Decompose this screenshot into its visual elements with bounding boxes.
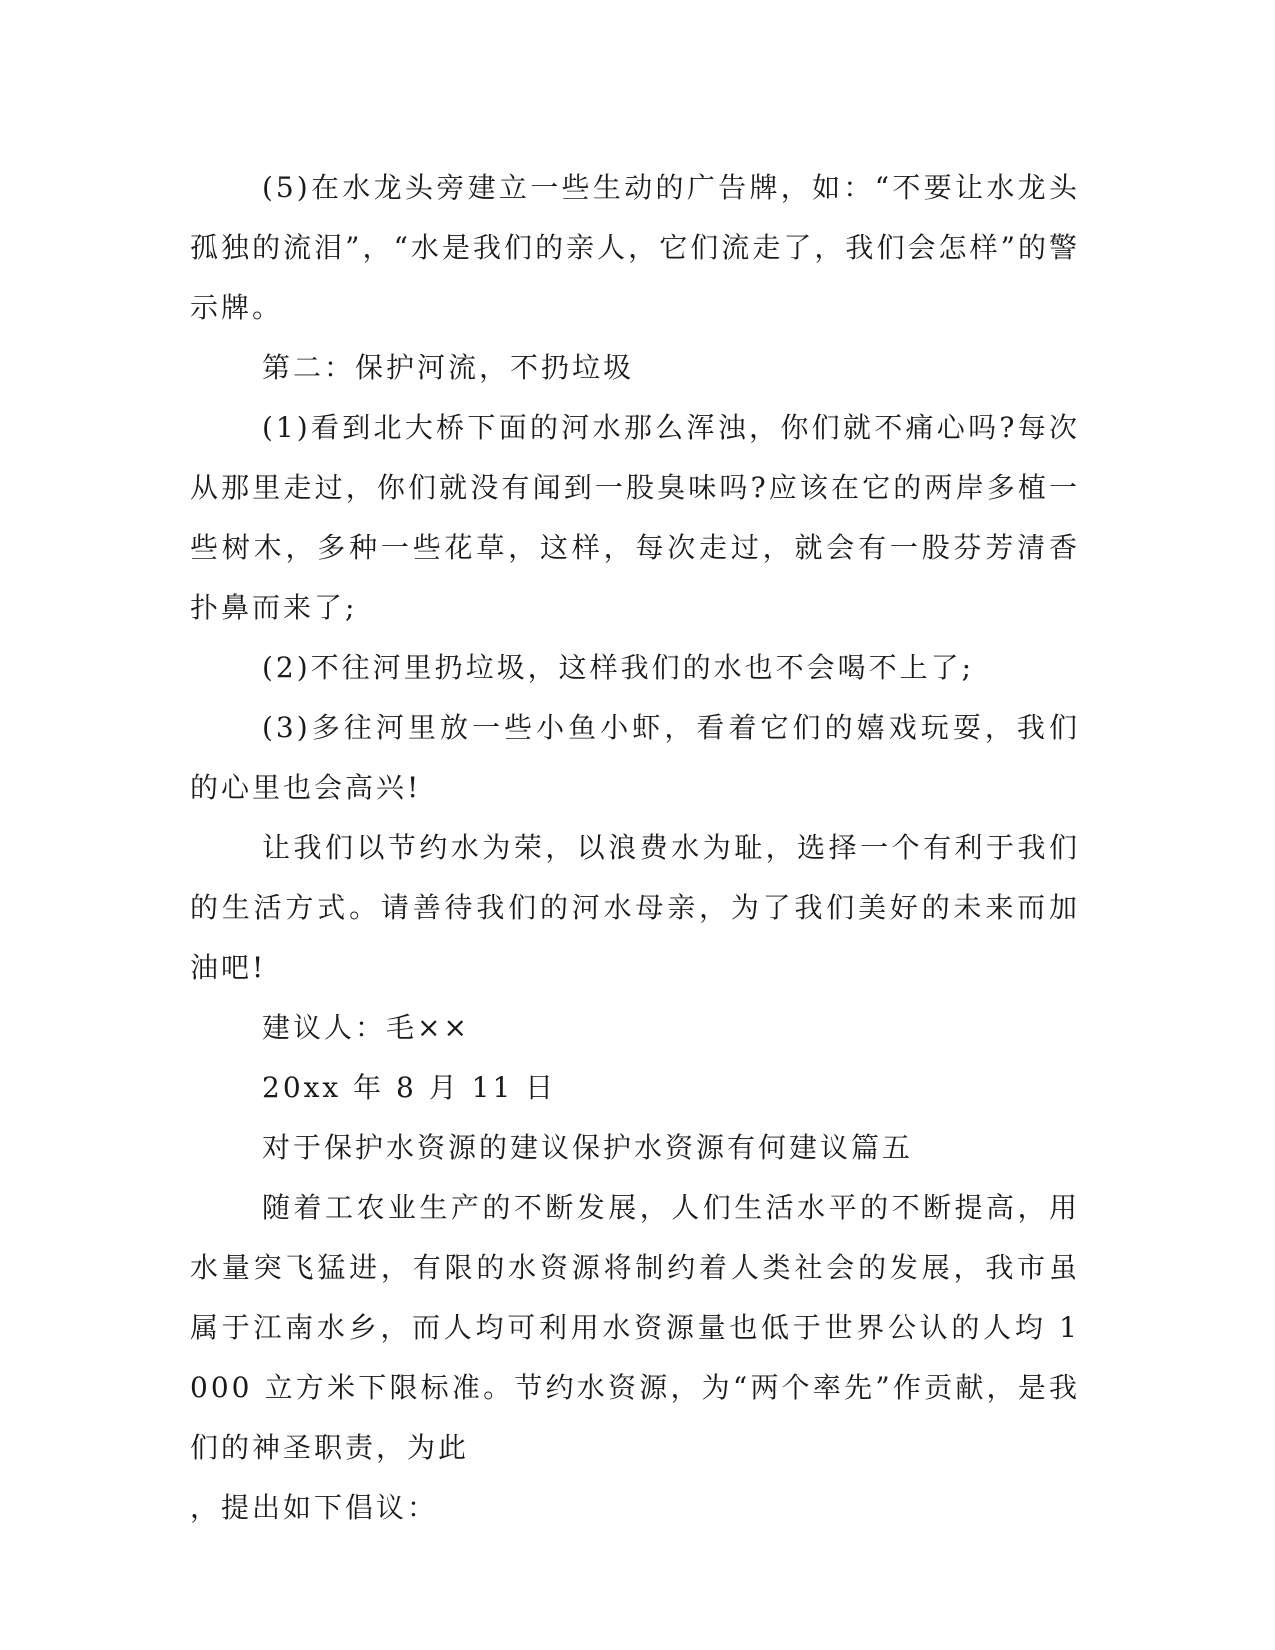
paragraph-item-2: (2)不往河里扔垃圾，这样我们的水也不会喝不上了; [262,651,975,684]
paragraph-item-3: (3)多往河里放一些小鱼小虾，看着它们的嬉戏玩耍，我们的心里也会高兴! [190,711,1080,804]
paragraph-section-two-heading: 第二：保护河流，不扔垃圾 [262,351,635,384]
paragraph-intro: 随着工农业生产的不断发展，人们生活水平的不断提高，用水量突飞猛进，有限的水资源将制约着人类社会的发展，我市虽属于江南水乡，而人均可利用水资源量也低于世界公认的人均 1000 立方米下限标准。节约水资源，为“两个率先”作贡献，是我们的神圣职责，为此 [190,1191,1080,1464]
document-body [190,158,1080,1538]
paragraph-date: 20xx 年 8 月 11 日 [262,1071,557,1104]
paragraph-intro-continuation: ，提出如下倡议： [190,1491,439,1524]
paragraph-section-five-title: 对于保护水资源的建议保护水资源有何建议篇五 [262,1131,914,1164]
paragraph-suggestion-5: (5)在水龙头旁建立一些生动的广告牌，如：“不要让水龙头孤独的流泪”，“水是我们的亲人，它们流走了，我们会怎样”的警示牌。 [190,171,1080,324]
paragraph-closing-appeal: 让我们以节约水为荣，以浪费水为耻，选择一个有利于我们的生活方式。请善待我们的河水母亲，为了我们美好的未来而加油吧! [190,831,1080,984]
paragraph-item-1: (1)看到北大桥下面的河水那么浑浊，你们就不痛心吗?每次从那里走过，你们就没有闻到一股臭味吗?应该在它的两岸多植一些树木，多种一些花草，这样，每次走过，就会有一股芬芳清香扑鼻而来了; [190,411,1080,624]
paragraph-proposer: 建议人：毛×× [262,1011,470,1044]
